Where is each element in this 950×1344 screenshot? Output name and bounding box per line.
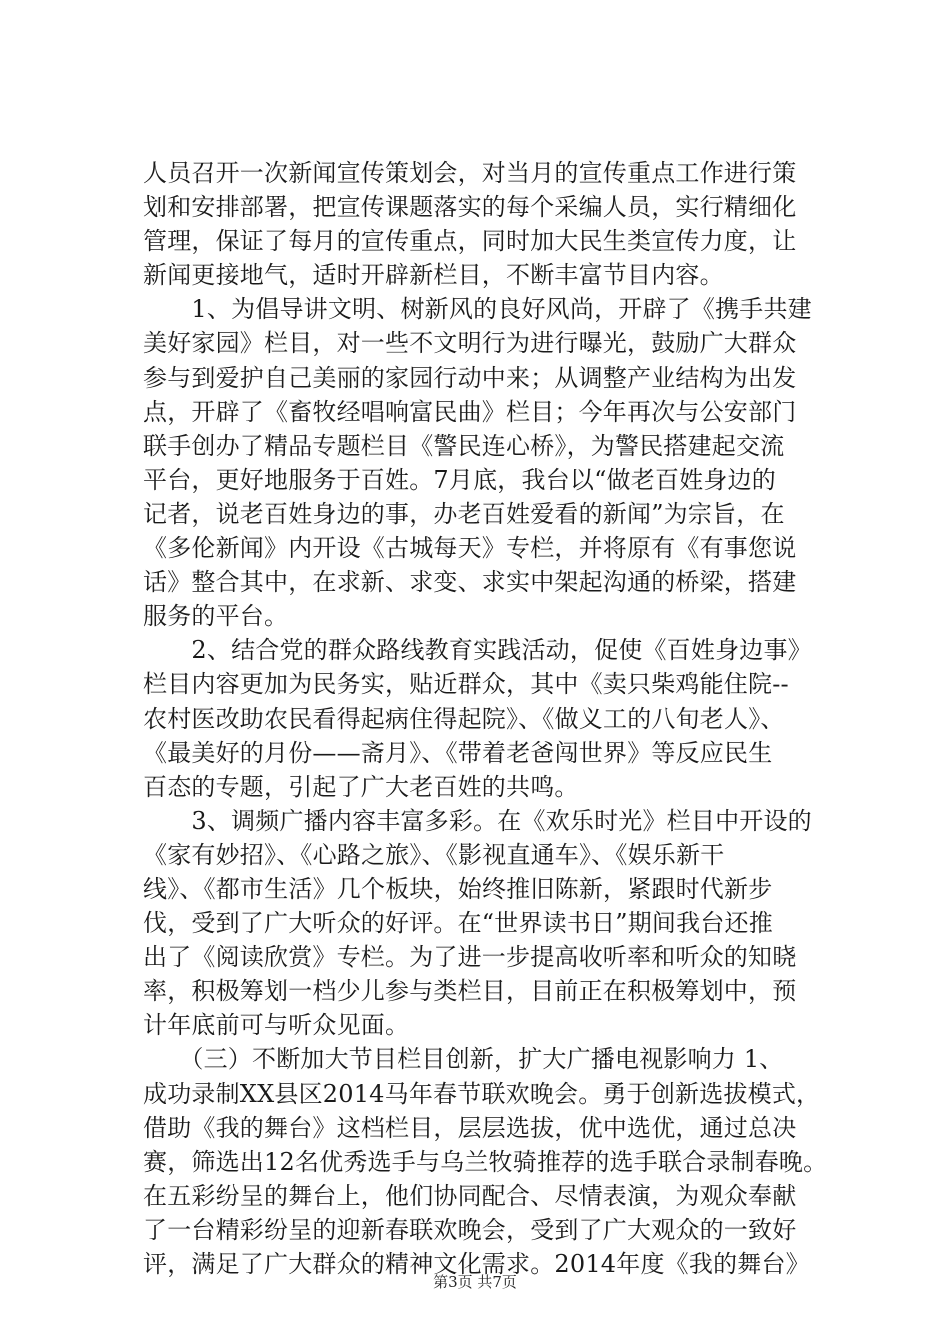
document-body: [143, 156, 833, 1281]
text-line: 成功录制XX县区2014马年春节联欢晚会。勇于创新选拔模式，: [143, 1079, 821, 1108]
text-line: 栏目内容更加为民务实，贴近群众，其中《卖只柴鸡能住院--: [143, 670, 789, 699]
text-line: 划和安排部署，把宣传课题落实的每个采编人员，实行精细化: [143, 193, 797, 222]
text-line: 出了《阅读欣赏》专栏。为了进一步提高收听率和听众的知晓: [143, 943, 797, 972]
text-line: 在五彩纷呈的舞台上，他们协同配合、尽情表演，为观众奉献: [143, 1181, 797, 1210]
text-line: 《多伦新闻》内开设《古城每天》专栏，并将原有《有事您说: [143, 534, 797, 563]
text-line: 点，开辟了《畜牧经唱响富民曲》栏目；今年再次与公安部门: [143, 397, 797, 426]
text-line: 联手创办了精品专题栏目《警民连心桥》，为警民搭建起交流: [143, 431, 785, 460]
text-line: 2、结合党的群众路线教育实践活动，促使《百姓身边事》: [143, 636, 812, 665]
text-line: 平台，更好地服务于百姓。7月底，我台以“做老百姓身边的: [143, 465, 776, 494]
text-line: （三）不断加大节目栏目创新，扩大广播电视影响力 1、: [143, 1045, 784, 1074]
text-line: 伐，受到了广大听众的好评。在“世界读书日”期间我台还推: [143, 909, 773, 938]
text-line: 1、为倡导讲文明、树新风的良好风尚，开辟了《携手共建: [143, 295, 812, 324]
text-line: 3、调频广播内容丰富多彩。在《欢乐时光》栏目中开设的: [143, 806, 812, 835]
text-line: 《家有妙招》、《心路之旅》、《影视直通车》、《娱乐新干: [143, 840, 725, 869]
text-line: 记者，说老百姓身边的事，办老百姓爱看的新闻”为宗旨，在: [143, 499, 785, 528]
text-line: 农村医改助农民看得起病住得起院》、《做义工的八旬老人》、: [143, 704, 785, 733]
text-line: 管理，保证了每月的宣传重点，同时加大民生类宣传力度，让: [143, 227, 797, 256]
text-line: 参与到爱护自己美丽的家园行动中来；从调整产业结构为出发: [143, 363, 797, 392]
text-line: 借助《我的舞台》这档栏目，层层选拔，优中选优，通过总决: [143, 1113, 797, 1142]
text-line: 率，积极筹划一档少儿参与类栏目，目前正在积极筹划中，预: [143, 977, 797, 1006]
page-footer: 第3页 共7页: [433, 1273, 517, 1291]
text-line: 话》整合其中，在求新、求变、求实中架起沟通的桥梁，搭建: [143, 568, 797, 597]
text-line: 赛，筛选出12名优秀选手与乌兰牧骑推荐的选手联合录制春晚。: [143, 1147, 828, 1176]
text-line: 评，满足了广大群众的精神文化需求。2014年度《我的舞台》: [143, 1250, 810, 1278]
text-line: 美好家园》栏目，对一些不文明行为进行曝光，鼓励广大群众: [143, 329, 797, 358]
text-line: 《最美好的月份——斋月》、《带着老爸闯世界》等反应民生: [143, 738, 773, 767]
text-line: 了一台精彩纷呈的迎新春联欢晚会，受到了广大观众的一致好: [143, 1215, 797, 1244]
text-line: 新闻更接地气，适时开辟新栏目，不断丰富节目内容。: [143, 261, 724, 290]
text-line: 人员召开一次新闻宣传策划会，对当月的宣传重点工作进行策: [143, 159, 797, 187]
text-line: 百态的专题，引起了广大老百姓的共鸣。: [143, 772, 579, 801]
text-line: 计年底前可与听众见面。: [143, 1011, 410, 1040]
text-line: 线》、《都市生活》几个板块，始终推旧陈新，紧跟时代新步: [143, 874, 773, 903]
text-line: 服务的平台。: [143, 602, 289, 631]
